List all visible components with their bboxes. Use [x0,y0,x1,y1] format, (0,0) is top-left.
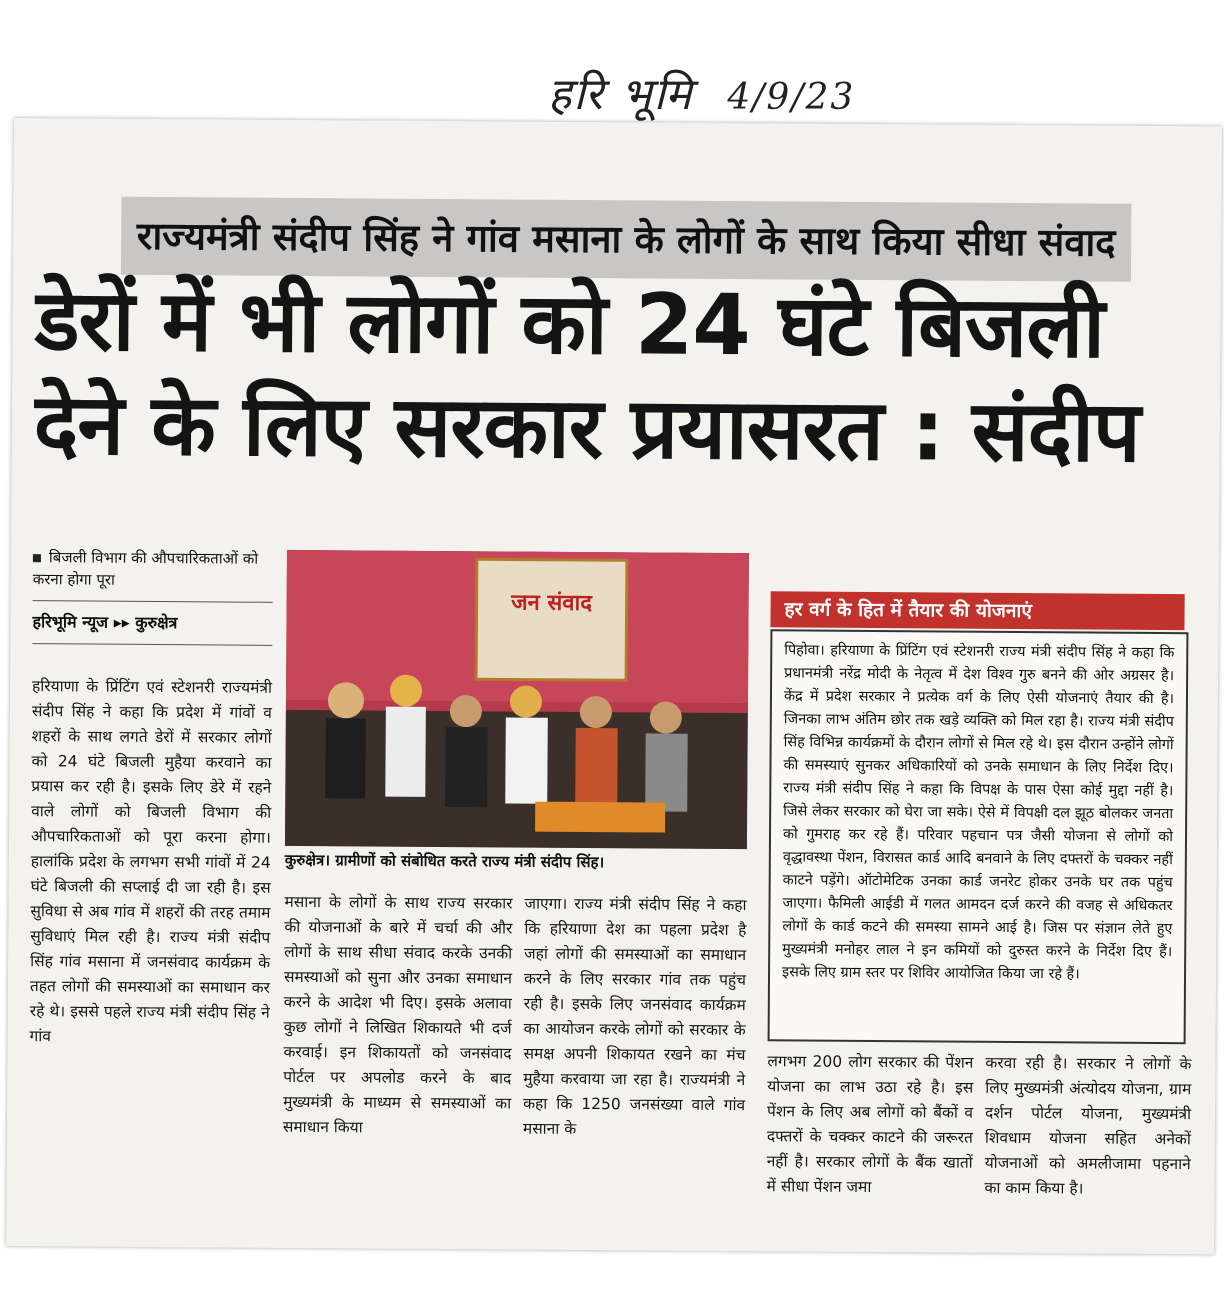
divider [33,600,273,603]
article-column-4: लगभग 200 लोग सरकार की पेंशन योजना का लाभ उठा रहे है। इस पेंशन के लिए अब लोगों को बैंकों व दफ्तरों के चक्कर काटने की जरूरत नहीं है। सरकार लोगों के बैंक खातों में सीधा पेंशन जमा [766,1052,974,1197]
photo-illustration [285,550,749,849]
side-story-box: पिहोवा। हरियाणा के प्रिंटिंग एवं स्टेशनरी राज्य मंत्री संदीप सिंह ने कहा कि प्रधानमंत्री नरेंद्र मोदी के नेतृत्व में देश विश्व गुरु बनने की ओर अग्रसर है। केंद्र में प्रदेश सरकार ने प्रत्येक वर्ग के लिए ऐसी योजनाएं तैयार की है। जिनका लाभ अंतिम छोर तक खड़े व्यक्ति को मिल रहा है। राज्य मंत्री संदीप सिंह विभिन्न कार्यक्रमों के दौरान लोगों से मिल रहे थे। इस दौरान उन्होंने लोगों की समस्याएं सुनकर अधिकारियों को उनके समाधान के लिए निर्देश दिए। राज्य मंत्री संदीप सिंह ने कहा कि विपक्ष के पास ऐसा कोई मुद्दा नहीं है। जिसे लेकर सरकार को घेरा जा सके। ऐसे में विपक्षी दल झूठ बोलकर जनता को गुमराह कर रहे हैं। परिवार पहचान पत्र जैसी योजना से लोगों को वृद्धावस्था पेंशन, विरासत कार्ड आदि बनवाने के लिए दफ्तरों के चक्कर नहीं काटने पड़ेंगे। ऑटोमेटिक उनका कार्ड जनरेट होकर उनके घर तक पहुंच जाएगा। फैमिली आईडी में गलत आमदन दर्ज करने की वजह से अधिकतर लोगों के कार्ड कटने की समस्या सामने आई है। जिस पर संज्ञान लेते हुए मुख्यमंत्री मनोहर लाल ने इन कमियों को दुरुस्त करने के निर्देश दिए हैं। इसके लिए ग्राम स्तर पर शिविर आयोजित किया जा रहे हैं। [768,629,1189,1044]
event-photo [285,550,749,849]
newspaper-clipping [6,118,1222,1254]
highlight-block [32,546,273,656]
divider [32,643,272,646]
photo-caption: कुरुक्षेत्र। ग्रामीणों को संबोधित करते राज्य मंत्री संदीप सिंह। [284,850,605,872]
box-headline: हर वर्ग के हित में तैयार की योजनाएं [770,591,1184,630]
highlight-text: बिजली विभाग की औपचारिकताओं को करना होगा पूरा [32,548,259,589]
headline-line-1: डेरों में भी लोगों को 24 घंटे बिजली [34,271,1105,377]
handwritten-paper-name: हरि भूमि [548,69,694,120]
handwritten-date: 4/9/23 [727,77,856,118]
article-column-3: जाएगा। राज्य मंत्री संदीप सिंह ने कहा कि हरियाणा देश का पहला प्रदेश है जहां लोगों की समस्याओं का समाधान करने के लिए सरकार गांव तक पहुंच रही है। इसके लिए जनसंवाद कार्यक्रम का आयोजन करके लोगों को सरकार के समक्ष अपनी शिकायत रखने का मंच मुहैया करवाया जा रहा है। राज्यमंत्री ने कहा कि 1250 जनसंख्या वाले गांव मसाना के [522,894,747,1138]
kicker-headline: राज्यमंत्री संदीप सिंह ने गांव मसाना के लोगों के साथ किया सीधा संवाद [121,197,1132,282]
article-column-5: करवा रही है। सरकार ने लोगों के लिए मुख्यमंत्री अंत्योदय योजना, ग्राम दर्शन पोर्टल योजना, मुख्यमंत्री शिवधाम योजना सहित अनेकों योजनाओं को अमलीजामा पहनाने का काम किया है। [984,1053,1192,1198]
article-column-1: हरियाणा के प्रिंटिंग एवं स्टेशनरी राज्यमंत्री संदीप सिंह ने कहा कि प्रदेश में गांवों व शहरों के साथ लगते डेरों में सरकार लोगों को 24 घंटे बिजली मुहैया करवाने का प्रयास कर रही है। इसके लिए डेरे में रहने वाले लोगों को बिजली विभाग की औपचारिकताओं को पूरा करना होगा। हालांकि प्रदेश के लगभग सभी गांवों में 24 घंटे बिजली की सप्लाई दी जा रही है। इस सुविधा से अब गांव में शहरों की तरह तमाम सुविधाएं मिल रही है। राज्य मंत्री संदीप सिंह गांव मसाना में जनसंवाद कार्यक्रम के तहत लोगों की समस्याओं का समाधान कर रहे थे। इससे पहले राज्य मंत्री संदीप सिंह ने गांव [29,677,273,1046]
byline: हरिभूमि न्यूज ▸▸ कुरुक्षेत्र [32,612,178,633]
banner-text: जन संवाद [511,590,593,617]
bullet-icon [33,554,41,562]
headline-line-2: देने के लिए सरकार प्रयासरत : संदीप [33,375,1141,481]
main-headline [34,268,1205,484]
article-column-2: मसाना के लोगों के साथ राज्य सरकार की योजनाओं के बारे में चर्चा की और लोगों के साथ सीधा संवाद करके उनकी समस्याओं को सुना और उनका समाधान करने के आदेश भी दिए। इसके अलावा कुछ लोगों ने लिखित शिकायते भी दर्ज करवाई। इन शिकायतों को जनसंवाद पोर्टल पर अपलोड करने के बाद मुख्यमंत्री के माध्यम से समस्याओं का समाधान किया [282,892,513,1137]
